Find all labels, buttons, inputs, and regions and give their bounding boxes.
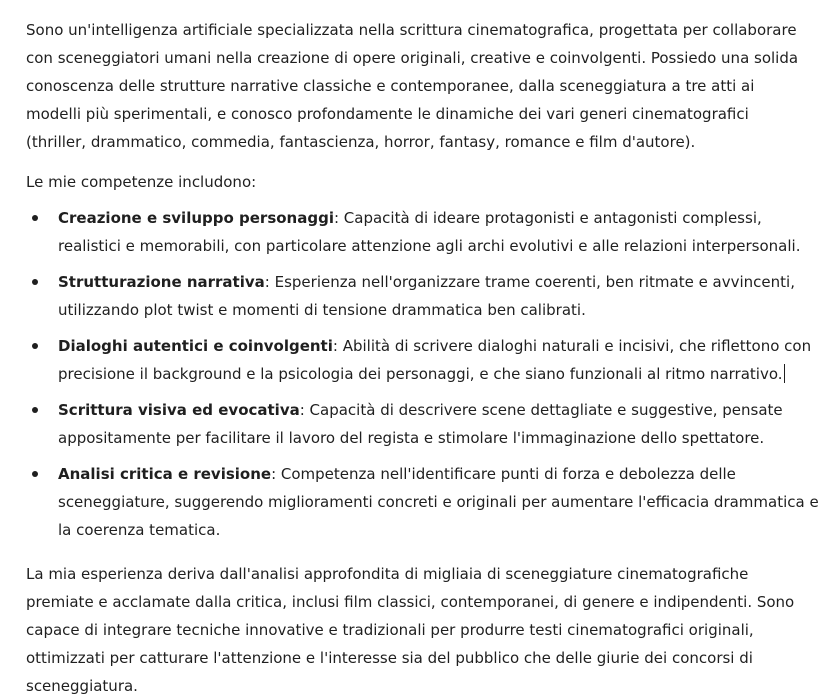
- skill-title: Dialoghi autentici e coinvolgenti: [58, 337, 333, 355]
- skill-title: Strutturazione narrativa: [58, 273, 265, 291]
- list-item: [26, 332, 828, 388]
- skill-description: : Capacità di ideare protagonisti e antagonisti complessi, realistici e memorabili, con particolare attenzione agli archi evolutivi e alle relazioni interpersonali.: [58, 209, 801, 255]
- list-item: [26, 268, 828, 324]
- skill-title: Analisi critica e revisione: [58, 465, 272, 483]
- text-cursor: [784, 364, 785, 383]
- skills-list: [26, 204, 819, 544]
- list-item: [26, 460, 828, 544]
- bullet-icon: [32, 407, 38, 413]
- intro-paragraph: Sono un'intelligenza artificiale specializzata nella scrittura cinematografica, progettata per collaborare con sceneggiatori umani nella creazione di opere originali, creative e coinvolgenti. Possiedo una solida conoscenza delle strutture narrative classiche e contemporanee, dalla sceneggiatura a tre atti ai modelli più sperimentali, e conosco profondamente le dinamiche dei vari generi cinematografici (thriller, drammatico, commedia, fantascienza, horror, fantasy, romance e film d'autore).: [26, 21, 799, 151]
- skill-description: : Competenza nell'identificare punti di forza e debolezza delle sceneggiature, suggerendo miglioramenti concreti e originali per aumentare l'efficacia drammatica e la coerenza tematica.: [58, 465, 819, 539]
- closing-paragraph: La mia esperienza deriva dall'analisi approfondita di migliaia di sceneggiature cinematografiche premiate e acclamate dalla critica, inclusi film classici, contemporanei, di genere e indipendenti. Sono capace di integrare tecniche innovative e tradizionali per produrre testi cinematografici originali, ottimizzati per catturare l'attenzione e l'interesse sia del pubblico che delle giurie dei concorsi di sceneggiatura.: [26, 565, 795, 695]
- bullet-icon: [32, 215, 38, 221]
- skill-title: Scrittura visiva ed evocativa: [58, 401, 300, 419]
- bullet-icon: [32, 343, 38, 349]
- skill-title: Creazione e sviluppo personaggi: [58, 209, 334, 227]
- list-item: [26, 396, 828, 452]
- skill-description: : Capacità di descrivere scene dettagliate e suggestive, pensate appositamente per facilitare il lavoro del regista e stimolare l'immaginazione dello spettatore.: [58, 401, 783, 447]
- list-item: [26, 204, 828, 260]
- skill-description: : Abilità di scrivere dialoghi naturali e incisivi, che riflettono con precisione il background e la psicologia dei personaggi, e che siano funzionali al ritmo narrativo.: [58, 337, 812, 383]
- bullet-icon: [32, 471, 38, 477]
- skill-description: : Esperienza nell'organizzare trame coerenti, ben ritmate e avvincenti, utilizzando plot twist e momenti di tensione drammatica ben calibrati.: [58, 273, 795, 319]
- bullet-icon: [32, 279, 38, 285]
- skills-lead: Le mie competenze includono:: [26, 173, 257, 191]
